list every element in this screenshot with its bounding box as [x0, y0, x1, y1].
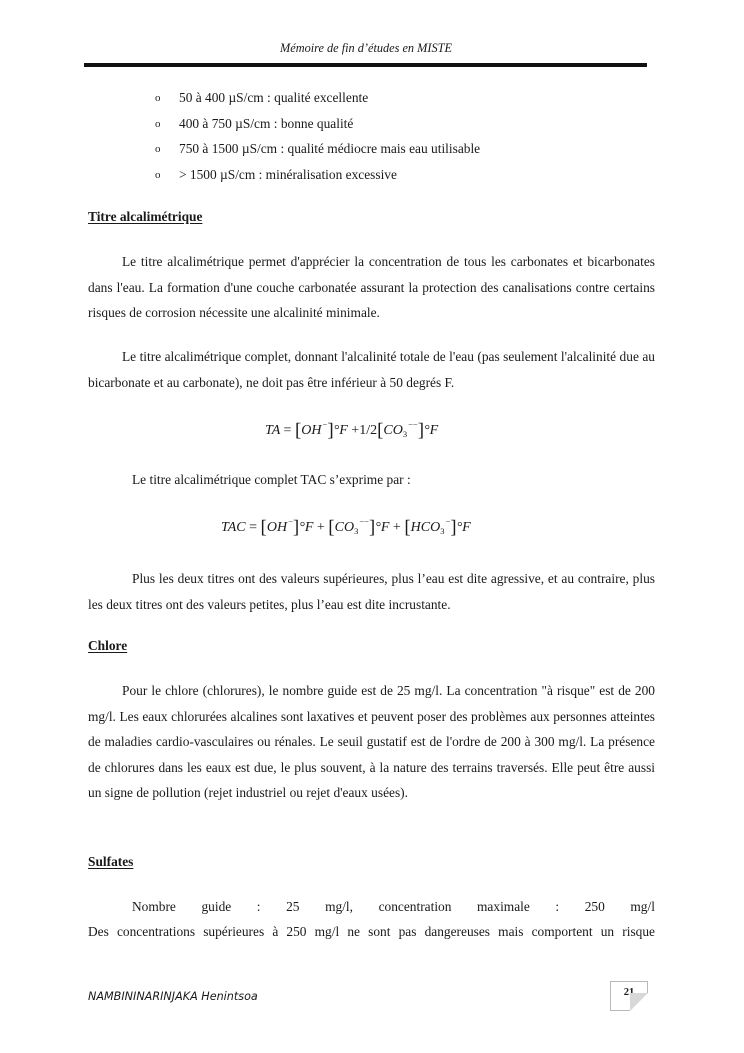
list-item: o 50 à 400 µS/cm : qualité excellente [155, 88, 480, 114]
header-rule [84, 63, 647, 67]
page-curl-icon [630, 993, 648, 1011]
footer-author: NAMBININARINJAKA Henintsoa [88, 990, 258, 1003]
bullet-circle-icon: o [155, 169, 161, 182]
paragraph-titre-alcalimetrique-1: Le titre alcalimétrique permet d'apprécier la concentration de tous les carbonates et bicarbonates dans l'eau. La formation d'une couche carbonatée assurant la protection des canalisations contre certains risques de corrosion nécessite une alcalinité minimale. [88, 254, 655, 321]
list-item: o 750 à 1500 µS/cm : qualité médiocre mais eau utilisable [155, 139, 480, 165]
paragraph-titre-alcalimetrique-2: Le titre alcalimétrique complet, donnant l'alcalinité totale de l'eau (pas seulement l'alcalinité due au bicarbonate et au carbonate), ne doit pas être inférieur à 50 degrés F. [88, 349, 655, 390]
list-item: o 400 à 750 µS/cm : bonne qualité [155, 114, 480, 140]
paragraph-titre-alcalimetrique-3: Plus les deux titres ont des valeurs supérieures, plus l’eau est dite agressive, et au contraire, plus les deux titres ont des valeurs petites, plus l’eau est dite incrustante. [88, 571, 655, 612]
heading-titre-alcalimetrique: Titre alcalimétrique [88, 209, 203, 224]
heading-sulfates: Sulfates [88, 854, 134, 869]
paragraph-chlore: Pour le chlore (chlorures), le nombre guide est de 25 mg/l. La concentration "à risque" est de 200 mg/l. Les eaux chlorurées alcalines sont laxatives et peuvent poser des problèmes aux personnes atteintes de maladies cardio-vasculaires ou rénales. Le seuil gustatif est de l'ordre de 200 à 300 mg/l. La présence de chlorures dans les eaux est due, le plus souvent, à la nature des terrains traversés. Elle peut être aussi un signe de pollution (rejet industriel ou rejet d'eaux usées). [88, 683, 655, 801]
bullet-circle-icon: o [155, 92, 161, 104]
conductivity-list [155, 88, 480, 191]
list-item: o > 1500 µS/cm : minéralisation excessive [155, 165, 480, 191]
sulfates-line-2: Des concentrations supérieures à 250 mg/l ne sont pas dangereuses mais comportent un risque [88, 924, 655, 939]
page-header-title: Mémoire de fin d’études en MISTE [280, 41, 452, 55]
page-number-box [610, 981, 648, 1011]
formula-tac: TAC = $[OH^-]^\circ F + [CO_3^{--}]^\circ F + [HCO_3^-]^\circ F$ [221, 516, 471, 538]
formula-ta: TA = $[OH^-]^\circ F +1/2[CO_3^{--}]^\circ F$ [265, 419, 439, 441]
heading-chlore: Chlore [88, 638, 128, 653]
page-number: 21 [623, 987, 635, 998]
bullet-circle-icon: o [155, 117, 161, 130]
sulfates-line-1: Nombre guide : 25 mg/l, concentration maximale : 250 mg/l [132, 899, 655, 914]
bullet-circle-icon: o [155, 143, 161, 156]
tac-intro: Le titre alcalimétrique complet TAC s’exprime par : [132, 472, 411, 487]
